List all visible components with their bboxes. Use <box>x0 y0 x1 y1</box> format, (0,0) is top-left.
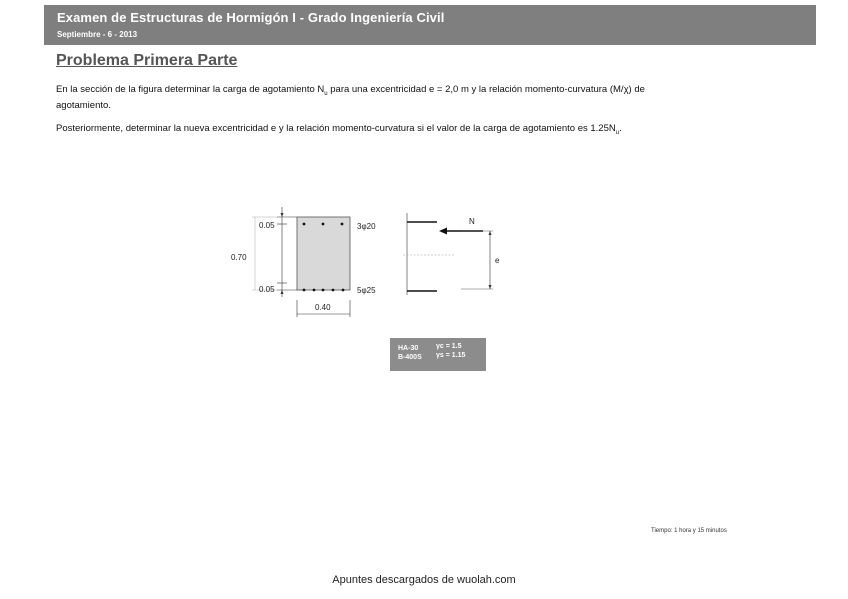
problem-paragraph-2 <box>56 123 736 139</box>
page-footer: Apuntes descargados de wuolah.com <box>332 574 516 586</box>
paragraph-2-text-b: . <box>619 123 622 134</box>
bottom-rebar-5 <box>342 289 345 292</box>
paragraph-1-text-b: para una excentricidad e = 2,0 m y la relación momento-curvatura (M/χ) de agotamiento. <box>56 84 645 111</box>
load-label: N <box>469 217 475 226</box>
exam-duration: Tiempo: 1 hora y 15 minutos <box>651 528 727 534</box>
paragraph-2-subscript: u <box>615 129 620 136</box>
materials-box <box>390 338 486 371</box>
dim-height: 0.70 <box>231 253 247 262</box>
exam-date: Septiembre - 6 - 2013 <box>57 30 138 39</box>
section-title: Problema Primera Parte <box>56 52 238 69</box>
gamma-c: γc = 1.5 <box>436 343 462 350</box>
bottom-rebar-label: 5φ25 <box>357 286 376 295</box>
section-figure <box>225 205 525 330</box>
steel-grade: B-400S <box>398 354 422 361</box>
top-rebar-label: 3φ20 <box>357 222 376 231</box>
bottom-rebar-2 <box>313 289 316 292</box>
top-rebar-2 <box>322 223 325 226</box>
top-rebar-1 <box>303 223 306 226</box>
bottom-rebar-3 <box>322 289 325 292</box>
concrete-grade: HA-30 <box>398 345 419 352</box>
paragraph-1-subscript: u <box>324 90 328 97</box>
paragraph-2-text-a: Posteriormente, determinar la nueva excentricidad e y la relación momento-curvatura si el valor de la carga de agotamiento es 1.25N <box>56 123 616 134</box>
dim-bottom-cover: 0.05 <box>259 285 275 294</box>
bottom-rebar-1 <box>303 289 306 292</box>
bottom-rebar-4 <box>332 289 335 292</box>
top-rebar-3 <box>341 223 344 226</box>
problem-paragraph-1 <box>56 84 696 112</box>
load-arrow-head <box>439 228 447 235</box>
dim-top-cover: 0.05 <box>259 221 275 230</box>
dim-width: 0.40 <box>315 303 331 312</box>
section-diagram <box>225 205 525 330</box>
concrete-section <box>297 217 350 290</box>
exam-header <box>44 5 816 45</box>
paragraph-1-text-a: En la sección de la figura determinar la carga de agotamiento N <box>56 84 325 95</box>
gamma-s: γs = 1.15 <box>436 352 466 359</box>
exam-title: Examen de Estructuras de Hormigón I - Grado Ingeniería Civil <box>57 10 445 25</box>
eccentricity-label: e <box>495 256 500 265</box>
